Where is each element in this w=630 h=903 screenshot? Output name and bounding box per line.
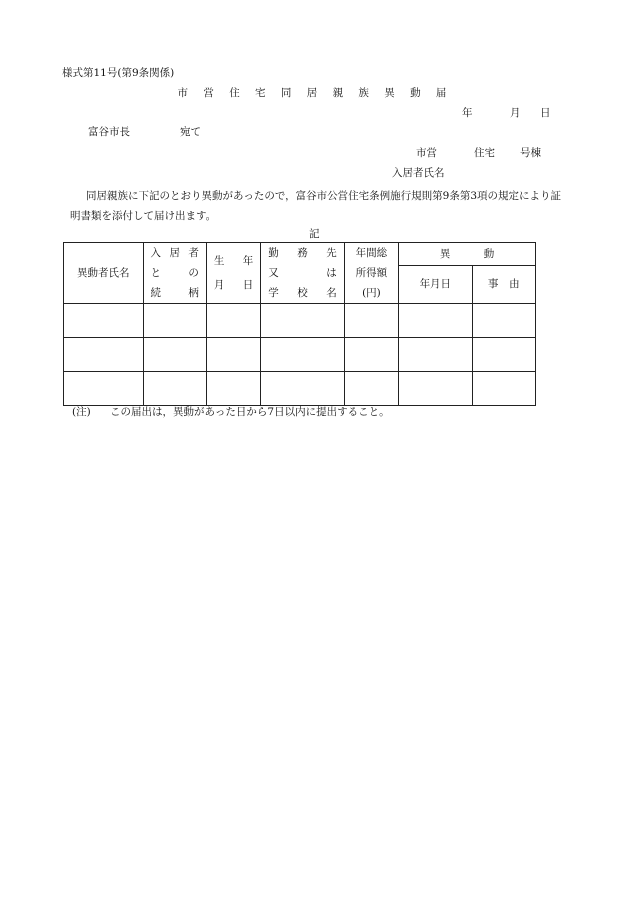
form-title: 市 営 住 宅 同 居 親 族 異 動 届: [177, 87, 453, 99]
cell-income[interactable]: [344, 372, 398, 406]
cell-name[interactable]: [64, 304, 144, 338]
header-idou-date: 年月日: [399, 266, 472, 304]
header-income: 年間総 所得額 (円): [344, 243, 398, 304]
cell-birth[interactable]: [206, 338, 260, 372]
addressee-mayor: 富谷市長: [88, 126, 130, 138]
header-birth: 生 年 月 日: [206, 243, 260, 304]
header-idou-reason: 事 由: [472, 266, 535, 304]
cell-idou-reason[interactable]: [472, 338, 535, 372]
cell-idou-reason[interactable]: [472, 304, 535, 338]
header-workplace: 勤 務 先 又 は 学 校 名: [261, 243, 345, 304]
housing-mid: 住宅: [474, 147, 495, 159]
cell-relation[interactable]: [143, 338, 206, 372]
cell-workplace[interactable]: [261, 338, 345, 372]
cell-birth[interactable]: [206, 304, 260, 338]
cell-idou-date[interactable]: [399, 372, 472, 406]
table-row: [64, 372, 536, 406]
note: [72, 406, 390, 419]
cell-idou-date[interactable]: [399, 338, 472, 372]
header-idou: 異 動: [399, 243, 536, 266]
year-label: 年: [462, 107, 473, 119]
housing-suffix: 号棟: [520, 147, 541, 159]
cell-name[interactable]: [64, 338, 144, 372]
date-line: [462, 107, 551, 120]
cell-relation[interactable]: [143, 304, 206, 338]
resident-name-label: 入居者氏名: [392, 167, 445, 179]
cell-workplace[interactable]: [261, 304, 345, 338]
cell-idou-reason[interactable]: [472, 372, 535, 406]
form-number: 様式第11号(第9条関係): [62, 67, 175, 79]
body-text: 同居親族に下記のとおり異動があったので，富谷市公営住宅条例施行規則第9条第3項の規定により証明書類を添付して届け出ます。: [70, 190, 562, 222]
cell-birth[interactable]: [206, 372, 260, 406]
cell-income[interactable]: [344, 304, 398, 338]
note-text: この届出は，異動があった日から7日以内に提出すること。: [110, 406, 390, 418]
table-row: [64, 338, 536, 372]
header-name: 異動者氏名: [64, 243, 144, 304]
cell-income[interactable]: [344, 338, 398, 372]
addressee: [88, 126, 201, 139]
day-label: 日: [540, 107, 551, 119]
change-table: [63, 242, 536, 406]
cell-relation[interactable]: [143, 372, 206, 406]
header-relation: 入 居 者 と の 続 柄: [143, 243, 206, 304]
housing-prefix: 市営: [416, 147, 437, 159]
cell-workplace[interactable]: [261, 372, 345, 406]
month-label: 月: [510, 107, 521, 119]
cell-idou-date[interactable]: [399, 304, 472, 338]
note-label: (注): [72, 406, 91, 418]
addressee-suffix: 宛て: [180, 126, 201, 138]
ki-label: 記: [309, 228, 320, 240]
table-row: [64, 304, 536, 338]
housing-line: [416, 147, 541, 160]
cell-name[interactable]: [64, 372, 144, 406]
